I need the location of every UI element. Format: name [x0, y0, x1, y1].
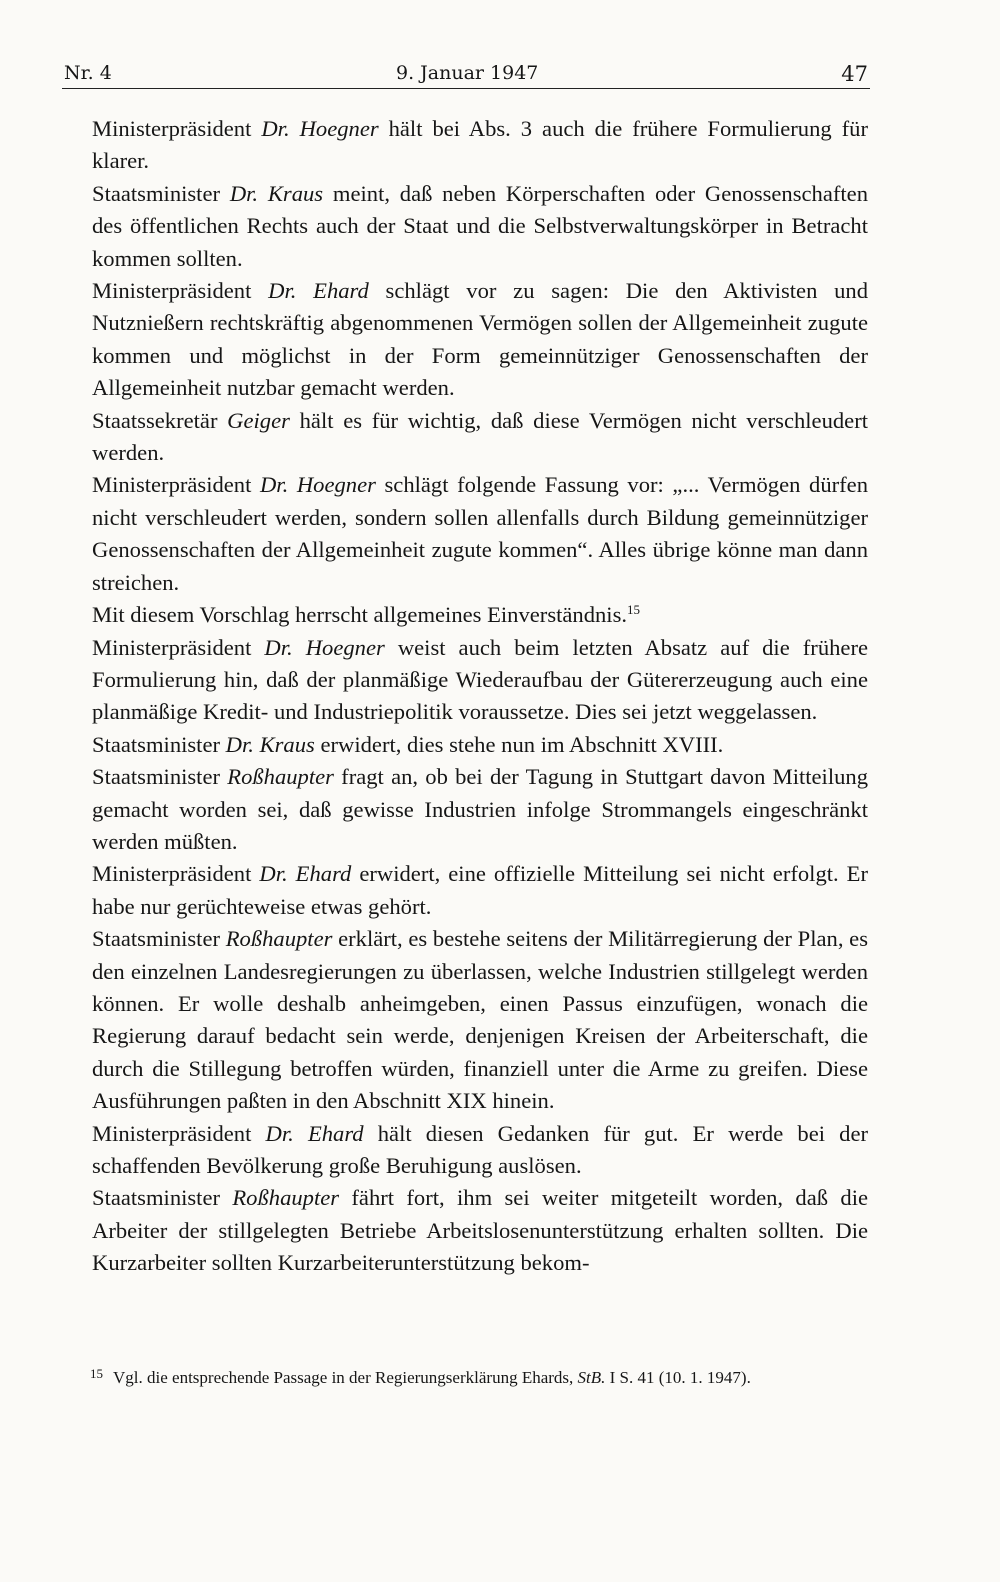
paragraph: [92, 1182, 868, 1279]
paragraph-text: erklärt, es bestehe seitens der Militärregierung der Plan, es den einzelnen Landesregierungen zu überlassen, welche Industrien stillgelegt werden können. Er wolle deshalb anheimgeben, einen Passus einzufügen, wonach die Regierung darauf bedacht sein werde, denjenigen Kreisen der Arbeiterschaft, die durch die Stillegung betroffen würden, finanziell unter die Arme zu greifen. Diese Ausführungen paßten in den Abschnitt XIX hinein.: [92, 926, 868, 1114]
paragraph-text: weist auch beim letzten Absatz auf die frühere Formulierung hin, daß der planmäßige Wiederaufbau der Gütererzeugung auch eine planmäßige Kredit- und Industriepolitik voraussetze. Dies sei jetzt weggelassen.: [92, 634, 868, 725]
speaker-title: Staatsminister: [92, 926, 226, 952]
paragraph-text: hält diesen Gedanken für gut. Er werde bei der schaffenden Bevölkerung große Beruhigung auslösen.: [92, 1120, 869, 1178]
running-header: [62, 58, 870, 89]
paragraph-text: schlägt folgende Fassung vor: „... Vermögen dürfen nicht verschleudert werden, sondern sollen allenfalls durch Bildung gemeinnütziger Genossenschaften der Allgemeinheit zugute kommen“. Alles übrige könne man dann streichen.: [92, 472, 869, 595]
speaker-name: Geiger: [227, 407, 290, 433]
paragraph-text: erwidert, eine offizielle Mitteilung sei nicht erfolgt. Er habe nur gerüchteweise etwas gehört.: [92, 861, 869, 919]
footnote-reference: 15: [627, 602, 641, 618]
footnote: [90, 1362, 870, 1390]
paragraph-text: schlägt vor zu sagen: Die den Aktivisten und Nutznießern rechtskräftig abgenommenen Vermögen sollen der Allgemeinheit zugute kommen und möglichst in der Form gemeinnütziger Genossenschaften der Allgemeinheit nutzbar gemacht werden.: [92, 278, 869, 401]
speaker-title: Staatsminister: [92, 731, 226, 757]
footnote-number: 15: [90, 1366, 103, 1381]
speaker-name: Roßhaupter: [227, 764, 334, 790]
session-date: 9. Januar 1947: [396, 62, 539, 84]
paragraph: [92, 632, 868, 729]
paragraph-text: fragt an, ob bei der Tagung in Stuttgart davon Mitteilung gemacht worden sei, daß gewisse Industrien infolge Strommangels eingeschränkt werden müßten.: [92, 764, 868, 854]
speaker-name: Dr. Kraus: [229, 180, 324, 206]
paragraph: [92, 761, 868, 858]
page-number: 47: [841, 62, 868, 86]
speaker-name: Dr. Hoegner: [261, 116, 379, 141]
paragraph: [92, 923, 868, 1117]
speaker-title: Ministerpräsident: [92, 634, 265, 660]
main-text: [92, 113, 868, 1280]
paragraph: [92, 178, 868, 275]
paragraph-text: hält bei Abs. 3 auch die frühere Formulierung für klarer.: [92, 116, 868, 174]
paragraph: [92, 858, 868, 923]
speaker-title: Ministerpräsident: [92, 278, 269, 304]
speaker-name: Dr. Kraus: [225, 731, 315, 757]
footnote-text: Vgl. die entsprechende Passage in der Regierungserklärung Ehards,: [113, 1368, 578, 1387]
speaker-title: Ministerpräsident: [92, 861, 260, 887]
speaker-title: Ministerpräsident: [92, 472, 260, 498]
paragraph-text: hält es für wichtig, daß diese Vermögen nicht verschleudert werden.: [92, 407, 868, 466]
paragraph-text: Mit diesem Vorschlag herrscht allgemeines Einverständnis.: [92, 602, 628, 628]
footnote-source-abbrev: StB.: [577, 1368, 606, 1387]
speaker-title: Staatsminister: [92, 764, 228, 790]
paragraph-text: meint, daß neben Körperschaften oder Genossenschaften des öffentlichen Rechts auch der Staat und die Selbstverwaltungskörper in Betracht kommen sollten.: [92, 180, 869, 271]
paragraph-text: erwidert, dies stehe nun im Abschnitt XVIII.: [314, 731, 724, 757]
speaker-title: Ministerpräsident: [92, 1120, 266, 1146]
speaker-name: Roßhaupter: [232, 1185, 340, 1211]
speaker-name: Dr. Ehard: [265, 1120, 364, 1146]
paragraph: [92, 275, 868, 405]
paragraph-text: fährt fort, ihm sei weiter mitgeteilt worden, daß die Arbeiter der stillgelegten Betriebe Arbeitslosenunterstützung erhalten sollten. Die Kurzarbeiter sollten Kurzarbeiterunterstützung bekom-: [92, 1185, 868, 1276]
speaker-title: Staatsminister: [92, 180, 230, 206]
paragraph: [92, 729, 868, 761]
speaker-title: Ministerpräsident: [92, 116, 262, 141]
footnote-citation: I S. 41 (10. 1. 1947).: [605, 1368, 751, 1387]
issue-number: Nr. 4: [64, 62, 112, 84]
speaker-name: Dr. Ehard: [268, 278, 369, 304]
speaker-name: Dr. Hoegner: [259, 472, 376, 498]
paragraph: [92, 469, 868, 599]
paragraph: [92, 1118, 868, 1183]
paragraph: [92, 113, 868, 178]
speaker-title: Staatsminister: [92, 1185, 233, 1211]
paragraph: [92, 599, 868, 631]
speaker-name: Roßhaupter: [225, 926, 333, 952]
speaker-name: Dr. Hoegner: [264, 634, 385, 660]
paragraph: [92, 405, 868, 470]
speaker-name: Dr. Ehard: [259, 861, 352, 887]
speaker-title: Staatssekretär: [92, 407, 228, 433]
